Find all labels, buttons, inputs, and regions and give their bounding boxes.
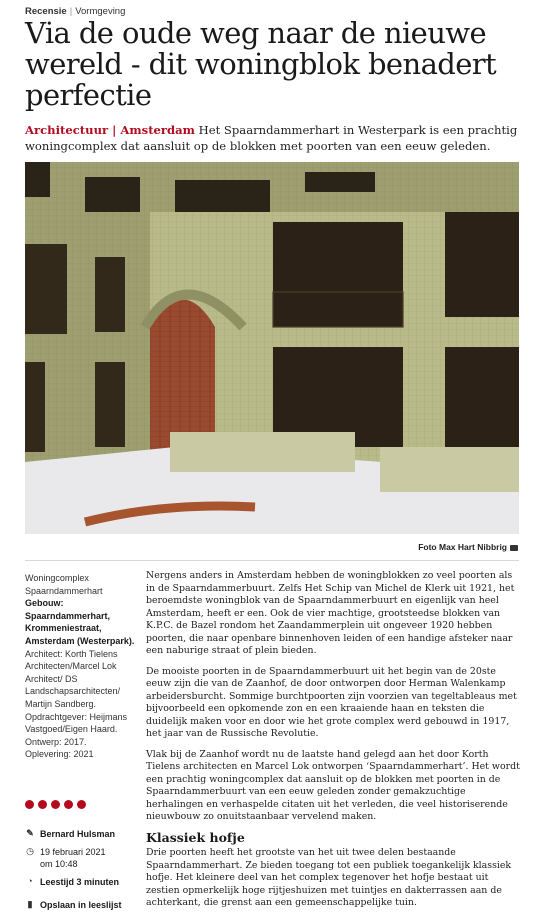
date-line — [25, 846, 120, 870]
article-body — [146, 570, 520, 914]
rating-dot — [25, 800, 34, 809]
publish-date: 19 februari 2021 om 10:48 — [40, 847, 106, 869]
sidebar-building-label: Gebouw: — [25, 598, 64, 609]
rating-dot — [77, 800, 86, 809]
kicker-separator: | — [69, 6, 73, 17]
sidebar-building-value: Spaarndammerhart, Krommeniestraat, Amsterdam (Westerpark). — [25, 610, 135, 646]
article-paragraph: Vlak bij de Zaanhof wordt nu de laatste hand gelegd aan het door Korth Tielens architecten en Marcel Lok ontworpen ‘Spaarndammerhart’. Het wordt een prachtig woningcomplex dat aansluit op de blokken met poorten in de Spaarndammerbuurt van een eeuw geleden zonder gemakzuchtige herhalingen en verhaspelde citaten uit het verleden, die veel historiserende nieuwbouw zo onuitstaanbaar vervelend maken. — [146, 748, 520, 822]
article-photo[interactable] — [25, 162, 519, 534]
rating-dot — [51, 800, 60, 809]
article-paragraph: Drie poorten heeft het grootste van het uit twee delen bestaande Spaarndammerhart. Ze bieden toegang tot een publiek toegankelijk klassiek hofje. Het kleinere deel van het complex tegenover het hofje bestaat uit zestien opmerkelijk hoge rijtjeshuizen met tuintjes en dakterrassen aan de achterkant, die grenst aan een gemeenschappelijke tuin. — [146, 847, 512, 908]
article-subheading: Klassiek hofje — [146, 829, 245, 845]
lead-paragraph — [25, 122, 525, 154]
article-paragraph: Nergens anders in Amsterdam hebben de woningblokken zo veel poorten als in de Spaarndammerbuurt. Zelfs Het Schip van Michel de Klerk uit 1921, het beroemdste woningblok van de Spaarndammerbuurt en eigenlijk van heel Amsterdam, heeft er een. Ook de vier machtige, grootsteedse blokken van K.P.C. de Bazel rondom het Zaandammerplein uit ongeveer 1920 hebben poorten, die naar openbare binnenhoven leiden of een handige afsteker naar een naburige straat of plein bieden. — [146, 570, 515, 656]
sidebar-credits: Architect: Korth Tielens Architecten/Marcel Lok Architect/ DS Landschapsarchitecten/ Martijn Sandberg. Opdrachtgever: Heijmans Vastgoed/Eigen Haard. Ontwerp: 2017. Oplevering: 2021 — [25, 648, 128, 760]
lead-text: Het Spaarndammerhart in Westerpark is een prachtig woningcomplex dat aansluit op de blokken met poorten van een eeuw geleden. — [25, 123, 518, 153]
headline: Via de oude weg naar de nieuwe wereld - dit woningblok benadert perfectie — [25, 16, 497, 112]
save-to-list-button[interactable] — [25, 899, 122, 911]
bookmark-icon: ▮ — [27, 899, 33, 909]
kicker-section[interactable]: Vormgeving — [75, 6, 126, 17]
camera-icon — [510, 545, 518, 551]
article-paragraph: De mooiste poorten in de Spaarndammerbuurt uit het begin van de 20ste eeuw zijn die van de Zaanhof, de door ontworpen door Herman Walenkamp arbeidersburcht. Sommige burchtpoorten zijn voorzien van tegeltableaus met bijvoorbeeld een opkomende zon en een kraaiende haan en teksten die duidelijk maken voor en door wie het grote complex werd gebouwd in 1917, het jaar van de Russische Revolutie. — [146, 665, 517, 739]
author-name[interactable]: Bernard Hulsman — [40, 829, 116, 839]
stopwatch-icon: ◔ — [27, 876, 33, 886]
pencil-icon: ✎ — [26, 828, 34, 838]
author-line[interactable] — [25, 828, 115, 840]
info-sidebar — [25, 572, 135, 761]
clock-icon: ◷ — [26, 846, 34, 856]
read-time-line — [25, 876, 119, 888]
rating-dots — [25, 800, 86, 809]
rating-dot — [38, 800, 47, 809]
save-label[interactable]: Opslaan in leeslijst — [40, 900, 122, 910]
read-time: Leestijd 3 minuten — [40, 877, 120, 887]
rating-dot — [64, 800, 73, 809]
kicker-category[interactable]: Recensie — [25, 6, 67, 17]
divider — [25, 560, 519, 561]
photo-credit — [418, 542, 518, 552]
building-photo-illustration — [25, 162, 519, 534]
photo-credit-text: Foto Max Hart Nibbrig — [418, 542, 507, 552]
sidebar-subject: Woningcomplex Spaarndammerhart — [25, 573, 103, 596]
lead-tag[interactable]: Architectuur | Amsterdam — [25, 123, 195, 137]
